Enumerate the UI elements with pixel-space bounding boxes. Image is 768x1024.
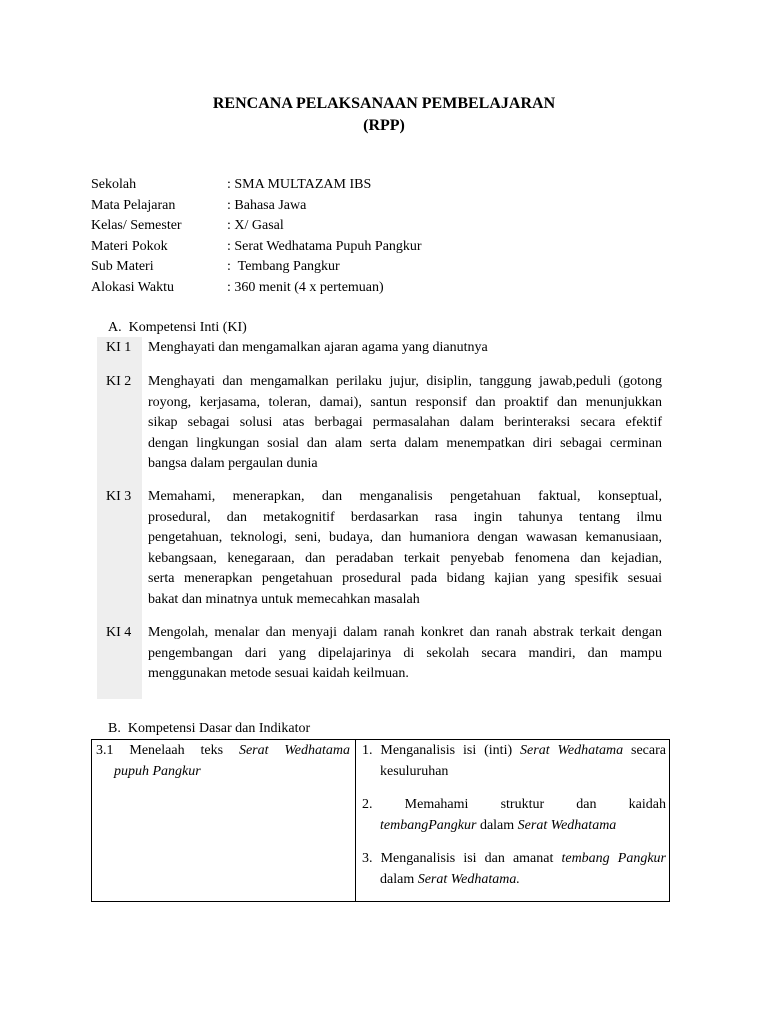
ki-line: bangsa dalam pergaulan dunia: [148, 456, 318, 471]
identity-value: : Tembang Pangkur: [227, 259, 340, 274]
ki-line: Menghayati dan mengamalkan ajaran agama yang dianutnya: [148, 340, 488, 355]
identity-label: Sub Materi: [91, 259, 154, 274]
indicator-text: dalam: [380, 871, 418, 887]
indicator-word: Memahami: [404, 797, 469, 812]
ki-line: pengembangan dari yang dipelajarinya di sekolah secara mandiri, dan mampu: [148, 645, 662, 661]
ki-4-text: [148, 623, 662, 685]
identity-label: Kelas/ Semester: [91, 218, 182, 233]
document-title: RENCANA PELAKSANAAN PEMBELAJARAN: [212, 95, 556, 112]
identity-row-mata-pelajaran: [91, 196, 422, 217]
kd-title-cont: pupuh Pangkur: [114, 763, 201, 779]
ki-3-label: KI 3: [106, 489, 132, 504]
identity-value: : X/ Gasal: [227, 218, 284, 233]
indicator-word: struktur: [500, 797, 545, 812]
ki-line: kebangsaan, kenegaraan, dan peradaban terkait penyebab fenomena dan kejadian,: [148, 550, 662, 566]
identity-row-materi-pokok: [91, 237, 422, 258]
indicator-line: [362, 870, 666, 891]
ki-3-text: [148, 487, 662, 610]
kd-line: [96, 741, 350, 762]
section-a-heading: A. Kompetensi Inti (KI): [108, 320, 247, 335]
document-subtitle: (RPP): [363, 117, 405, 134]
identity-value: : Serat Wedhatama Pupuh Pangkur: [227, 238, 422, 254]
identity-row-sekolah: [91, 175, 422, 196]
section-b-heading: B. Kompetensi Dasar dan Indikator: [108, 721, 311, 736]
ki-4-label: KI 4: [106, 625, 132, 640]
indicator-line: kesuluruhan: [380, 763, 449, 779]
indicator-text: dalam: [476, 817, 518, 833]
identity-row-kelas-semester: [91, 216, 422, 237]
indicator-number: 2.: [362, 797, 373, 812]
ki-line: serta menerapkan pengetahuan prosedural pada bidang kajian yang spesifik sesuai: [148, 571, 662, 586]
kd-cell: [96, 741, 350, 782]
indicator-word: kaidah: [628, 797, 666, 812]
identity-row-sub-materi: [91, 257, 422, 278]
identity-value: : SMA MULTAZAM IBS: [227, 177, 372, 192]
kd-prefix: 3.1 Menelaah teks: [96, 743, 239, 758]
identity-label: Alokasi Waktu: [91, 279, 174, 295]
identity-label: Materi Pokok: [91, 238, 168, 254]
indicator-text: 3. Menganalisis isi dan amanat: [362, 851, 562, 866]
ki-line: Mengolah, menalar dan menyaji dalam ranah konkret dan ranah abstrak terkait dengan: [148, 625, 662, 640]
kd-title: Serat Wedhatama: [238, 743, 350, 758]
ki-line: royong, kerjasama, toleran, damai), santun responsif dan proaktif dan menunjukkan: [148, 394, 662, 410]
indicator-title: Serat Wedhatama: [517, 817, 617, 833]
indicator-title: Serat Wedhatama: [520, 743, 624, 758]
ki-line: menggunakan metode sesuai kaidah keilmuan.: [148, 666, 409, 681]
indicator-1: [362, 741, 666, 782]
identity-value: : 360 menit (4 x pertemuan): [227, 279, 384, 295]
ki-line: Memahami, menerapkan, dan menganalisis pengetahuan faktual, konseptual,: [148, 489, 662, 504]
ki-line: pengetahuan, teknologi, seni, budaya, dan humaniora dengan wawasan kemanusiaan,: [148, 530, 662, 545]
indicator-line: [362, 816, 666, 837]
identity-value: : Bahasa Jawa: [227, 197, 307, 213]
identity-block: [91, 175, 422, 298]
ki-1-text: [148, 338, 662, 359]
indicator-title: tembangPangkur: [380, 817, 477, 833]
ki-line: bakat dan minatnya untuk memecahkan masalah: [148, 591, 420, 607]
indicator-3: [362, 849, 666, 890]
ki-1-label: KI 1: [106, 340, 132, 355]
indicator-line: [362, 741, 666, 762]
table-column-divider: [355, 740, 356, 901]
ki-2-text: [148, 372, 662, 475]
indicator-line: [362, 795, 666, 816]
indicator-word: dan: [576, 797, 597, 812]
indicator-title: Serat Wedhatama.: [417, 871, 520, 887]
indicator-line: [362, 849, 666, 870]
indicator-text: 1. Menganalisis isi (inti): [362, 743, 521, 758]
kd-indicator-table: [91, 739, 670, 902]
ki-line: dengan lingkungan sosial dan alam serta dalam menempatkan diri sebagai cerminan: [148, 435, 662, 451]
identity-row-alokasi-waktu: [91, 278, 422, 299]
ki-line: Menghayati dan mengamalkan perilaku jujur, disiplin, tanggung jawab,peduli (gotong: [148, 374, 662, 389]
identity-label: Mata Pelajaran: [91, 197, 176, 213]
ki-line: prosedural, dan metakognitif berdasarkan rasa ingin tahunya tentang ilmu: [148, 509, 662, 525]
ki-2-label: KI 2: [106, 374, 132, 389]
ki-line: sikap sebagai solusi atas berbagai permasalahan dalam berinteraksi secara efektif: [148, 415, 662, 430]
indicator-2: [362, 795, 666, 836]
indicator-text: secara: [623, 743, 666, 758]
identity-label: Sekolah: [91, 177, 137, 192]
indicator-title: tembang Pangkur: [561, 851, 666, 866]
kd-line: [96, 762, 350, 783]
